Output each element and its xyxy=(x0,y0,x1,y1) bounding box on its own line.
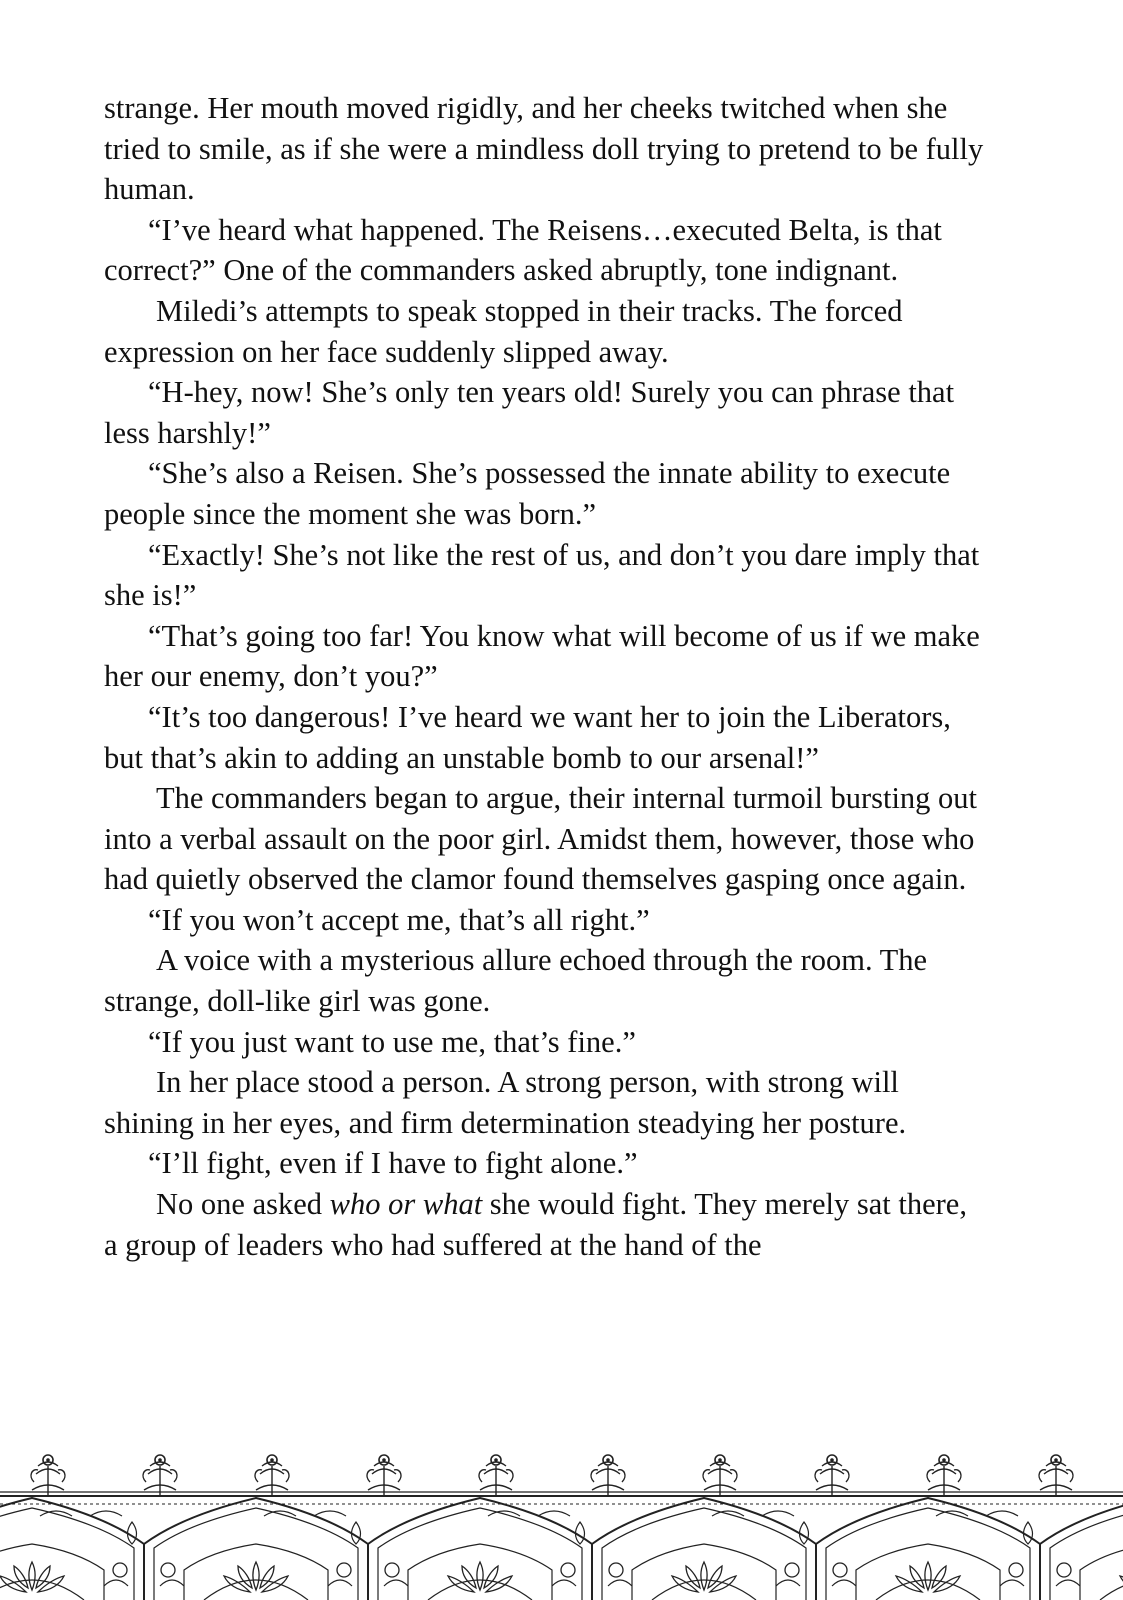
paragraph: “I’ll fight, even if I have to fight alone.” xyxy=(148,1146,638,1181)
paragraph: “She’s also a Reisen. She’s possessed the innate ability to execute people since the moment she was born.” xyxy=(104,456,951,531)
last-paragraph-end: she would fight. They merely sat there, a group of leaders who had suffered at the hand of the xyxy=(104,1187,967,1262)
paragraph: A voice with a mysterious allure echoed through the room. The strange, doll-like girl was gone. xyxy=(104,943,928,1019)
paragraph-last xyxy=(104,1184,984,1265)
paragraph: “That’s going too far! You know what will become of us if we make her our enemy, don’t you?” xyxy=(104,618,980,694)
paragraph: “Exactly! She’s not like the rest of us, and don’t you dare imply that she is!” xyxy=(104,537,980,613)
paragraph: In her place stood a person. A strong person, with strong will shining in her eyes, and firm determination steadying her posture. xyxy=(104,1065,907,1140)
italic-emphasis: who or what xyxy=(329,1187,483,1222)
paragraph: strange. Her mouth moved rigidly, and her cheeks twitched when she tried to smile, as if she were a mindless doll trying to pretend to be fully human. xyxy=(104,91,984,207)
paragraph: Miledi’s attempts to speak stopped in their tracks. The forced expression on her face suddenly slipped away. xyxy=(104,293,903,369)
paragraph: “If you just want to use me, that’s fine.” xyxy=(148,1024,636,1059)
paragraph: “I’ve heard what happened. The Reisens…executed Belta, is that correct?” One of the commanders asked abruptly, tone indignant. xyxy=(104,212,942,288)
paragraph: “H-hey, now! She’s only ten years old! Surely you can phrase that less harshly!” xyxy=(104,375,955,450)
last-paragraph-start: No one asked xyxy=(156,1187,330,1222)
paragraph: The commanders began to argue, their internal turmoil bursting out into a verbal assault on the poor girl. Amidst them, however, those who had quietly observed the clamor found themselves gasping once again. xyxy=(104,781,978,897)
body-text xyxy=(104,88,984,1265)
paragraph: “If you won’t accept me, that’s all right.” xyxy=(148,902,650,937)
paragraph: “It’s too dangerous! I’ve heard we want her to join the Liberators, but that’s akin to adding an unstable bomb to our arsenal!” xyxy=(104,699,951,775)
ornamental-border-footer xyxy=(0,1452,1123,1600)
